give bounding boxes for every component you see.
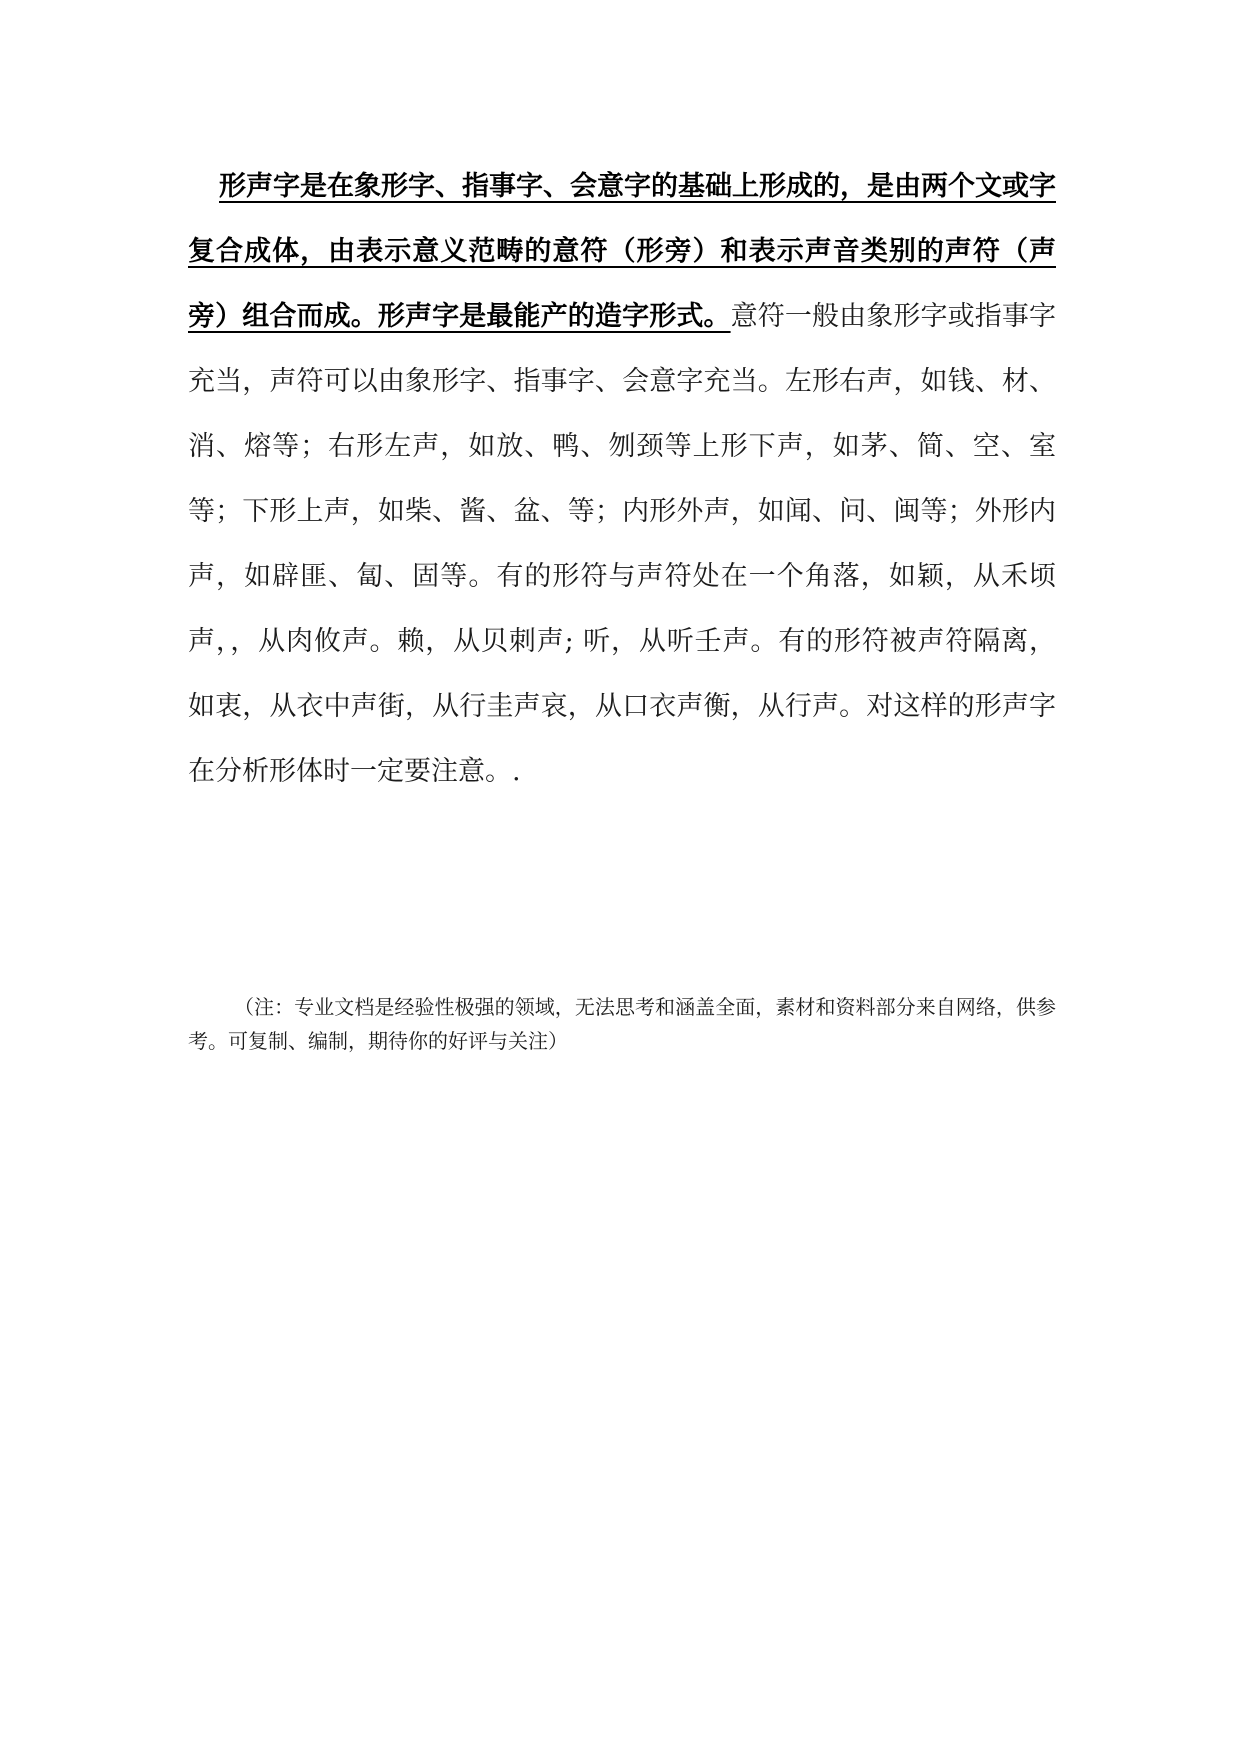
emphasized-intro-text: 形声字是在象形字、指事字、会意字的基础上形成的，是由两个文或字复合成体，由表示意义范畴的意符（形旁）和表示声音类别的声符（声旁）组合而成。形声字是最能产的造字形式。 xyxy=(188,171,1056,332)
body-text: 意符一般由象形字或指事字充当，声符可以由象形字、指事字、会意字充当。左形右声，如钱、材、消、熔等；右形左声，如放、鸭、刎颈等上形下声，如茅、简、空、室等；下形上声，如柴、酱、盆、等；内形外声，如闻、问、闽等；外形内声，如辟匪、匐、固等。有的形符与声符处在一个角落，如颖，从禾顷声，，从肉攸声。赖，从贝刺声; 听，从听壬声。有的形符被声符隔离，如衷，从衣中声街，从行圭声哀，从口衣声衡，从行声。对这样的形声字在分析形体时一定要注意。. xyxy=(188,301,1057,787)
footnote: （注：专业文档是经验性极强的领域，无法思考和涵盖全面，素材和资料部分来自网络，供参考。可复制、编制，期待你的好评与关注） xyxy=(188,995,1056,1053)
main-paragraph xyxy=(188,154,1056,804)
